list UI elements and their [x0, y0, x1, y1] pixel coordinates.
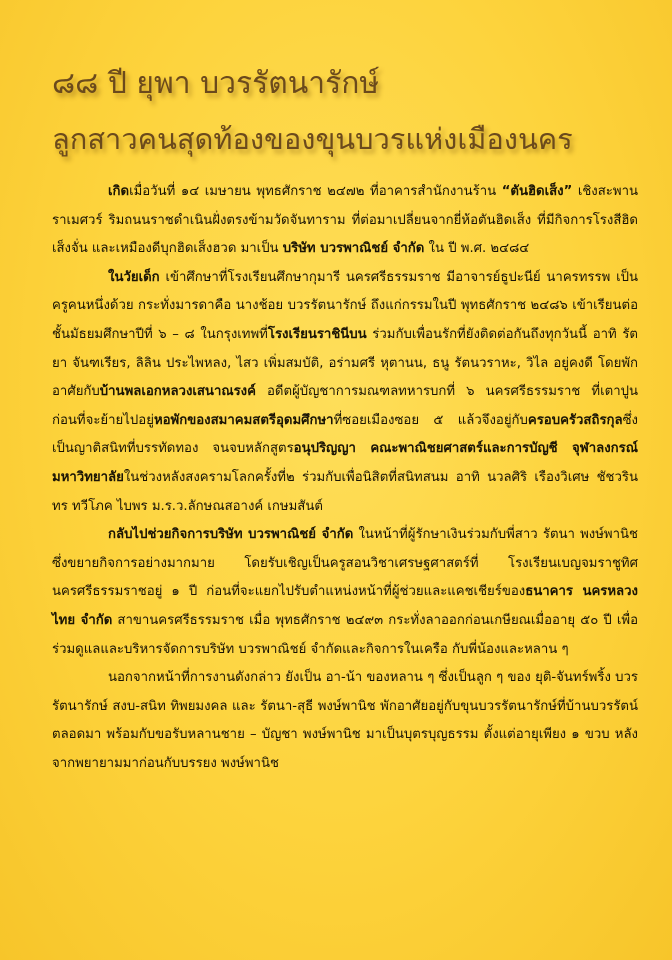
- shop-name: “ตันฮิดเส็ง”: [501, 184, 573, 199]
- paragraph-text: ที่ซอยเมืองซอย ๕ แล้วจึงอยู่กับ: [333, 412, 528, 428]
- paragraph-text: ซึ่งเป็นญาติสนิทที่บรรทัดทอง จนจบหลักสูตร: [52, 412, 638, 457]
- family-name: ครอบครัวสถิรกุล: [527, 412, 623, 428]
- residence-name: บ้านพลเอกหลวงเสนาณรงค์: [99, 384, 256, 400]
- lead-phrase: กลับไปช่วยกิจการบริษัท บวรพาณิชย์ จำกัด: [108, 527, 354, 543]
- paragraph-text: ในช่วงหลังสงครามโลกครั้งที่๒ ร่วมกับเพื่อนิสิตที่สนิทสนม อาทิ นวลศิริ เรืองวิเศษ ชัชวรินทร ทวีโภค ไบพร ม.ร.ว.ลักษณสอางค์ เกษมสันต์: [52, 469, 638, 514]
- article-body: [52, 178, 638, 778]
- paragraph-text: ร่วมกับเพื่อนรักที่ยังติดต่อกันถึงทุกวันนี้ อาทิ รัตยา จันฑเรียร, ลิลิน ประไพหลง, ไสว เพิ่มสมบัติ, อร่ามศรี หุตานน, ธนู รัตนวราหะ, วิไล อยู่คงดี โดยพักอาศัยกับ: [52, 326, 638, 400]
- paragraph-text: เชิงสะพานราเมศวร์ ริมถนนราชดำเนินฝั่งตรงข้ามวัดจันทาราม ที่ต่อมาเปลี่ยนจากยี่ห้อตันฮิดเส็ง ที่มีกิจการโรงสีฮิดเส็งจั่น และเหมืองดีบุกฮิดเส็งฮวด มาเป็น: [52, 184, 638, 257]
- paragraph-family: [52, 664, 638, 778]
- title-line-1: ๘๘ ปี ยุพา บวรรัตนารักษ์: [52, 66, 380, 101]
- paragraph-text: สาขานครศรีธรรมราช เมื่อ พุทธศักราช ๒๔๙๓ กระทั่งลาออกก่อนเกษียณเมื่ออายุ ๕๐ ปี เพื่อร่วมดูแลและบริหารจัดการบริษัท บวรพาณิชย์ จำกัดและกิจการในเครือ กับพี่น้องและหลาน ๆ: [52, 612, 639, 657]
- paragraph-childhood: [52, 264, 638, 521]
- paragraph-text: เมื่อวันที่ ๑๔ เมษายน พุทธศักราช ๒๔๗๒ ที่อาคารสำนักงานร้าน: [129, 184, 502, 199]
- company-name: บริษัท บวรพาณิชย์ จำกัด: [282, 241, 425, 257]
- paragraph-career: [52, 521, 638, 664]
- dormitory-name: หอพักของสมาคมสตรีอุดมศึกษา: [153, 412, 334, 428]
- lead-word: เกิด: [108, 184, 130, 199]
- paragraph-birth: [52, 178, 638, 264]
- paragraph-text: ในหน้าที่ผู้รักษาเงินร่วมกับพี่สาว รัตนา พงษ์พานิช ซึ่งขยายกิจการอย่างมากมาย โดยรับเชิญเป็นครูสอนวิชาเศรษฐศาสตร์ที่ โรงเรียนเบญจมราชูทิศ นครศรีธรรมราชอยู่ ๑ ปี ก่อนที่จะแยกไปรับตำแหน่งหน้าที่ผู้ช่วยและแคชเชียร์ของ: [52, 527, 638, 600]
- paragraph-text: นอกจากหน้าที่การงานดังกล่าว ยังเป็น อา-น้า ของหลาน ๆ ซึ่งเป็นลูก ๆ ของ ยุติ-จันทร์พริ้ง บวรรัตนารักษ์ สงบ-สนิท ทิพยมงคล และ รัตนา-สุธี พงษ์พานิช พักอาศัยอยู่กับขุนบวรรัตนารักษ์ที่บ้านบวรรัตน์ตลอดมา พร้อมกับขอรับหลานชาย – บัญชา พงษ์พานิช มาเป็นบุตรบุญธรรม ตั้งแต่อายุเพียง ๑ ขวบ หลังจากพยายามมาก่อนกับบรรยง พงษ์พานิช: [52, 670, 638, 771]
- paragraph-text: อดีตผู้บัญชาการมณฑลทหารบกที่ ๖ นครศรีธรรมราช ที่เตาปูน ก่อนที่จะย้ายไปอยู่: [52, 384, 638, 428]
- school-name: โรงเรียนราชินีบน: [267, 326, 367, 342]
- paragraph-text: ใน ปี พ.ศ. ๒๔๘๔: [424, 241, 530, 257]
- degree-name: อนุปริญญา คณะพาณิชยศาสตร์และการบัญชี จุฬาลงกรณ์มหาวิทยาลัย: [52, 441, 638, 485]
- lead-phrase: ในวัยเด็ก: [108, 269, 160, 285]
- paragraph-text: เข้าศึกษาที่โรงเรียนศึกษากุมารี นครศรีธรรมราช มีอาจารย์ธูปะนีย์ นาครทรรพ เป็นครูคนหนึ่งด้วย กระทั่งมารดาคือ นางช้อย บวรรัตนารักษ์ ถึงแก่กรรมในปี พุทธศักราช ๒๔๘๖ เข้าเรียนต่อชั้นมัธยมศึกษาปีที่ ๖ – ๘ ในกรุงเทพที่: [52, 269, 638, 342]
- bank-name: ธนาคาร นครหลวงไทย จำกัด: [52, 584, 638, 628]
- title-line-2: ลูกสาวคนสุดท้องของขุนบวรแห่งเมืองนคร: [52, 122, 573, 156]
